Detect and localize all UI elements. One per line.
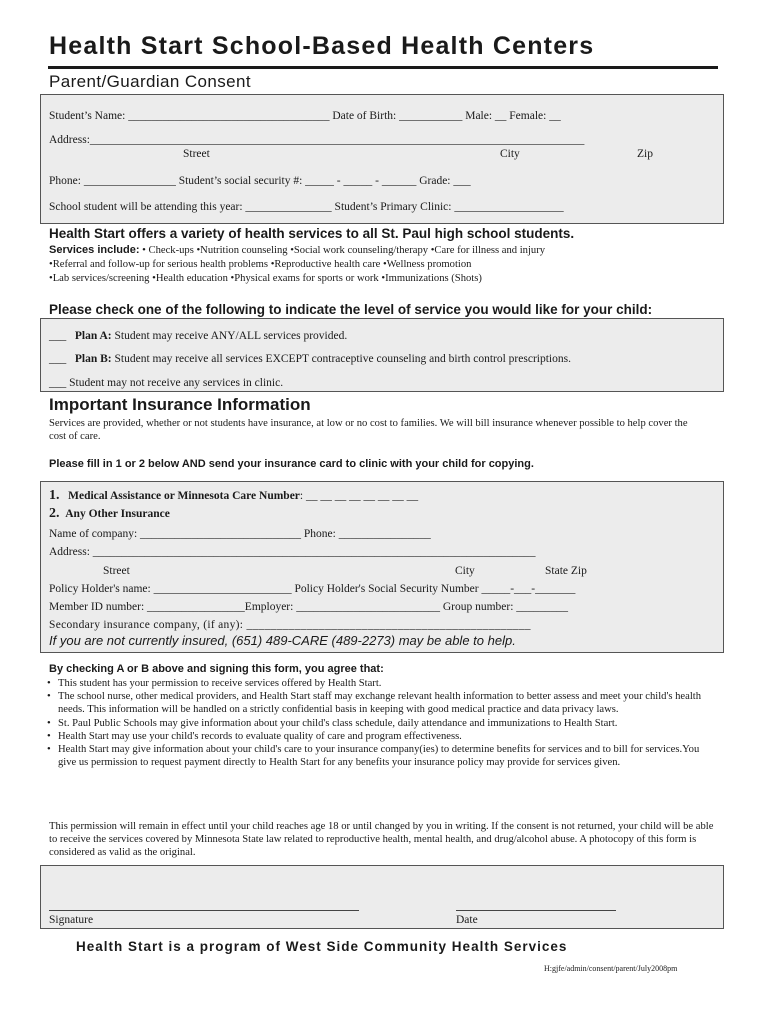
- footer-document-code: H:gjfe/admin/consent/parent/July2008pm: [544, 964, 678, 973]
- plan-a-label: Plan A:: [74, 330, 112, 342]
- agreement-item: • This student has your permission to receive services offered by Health Start.: [47, 678, 382, 689]
- insurance-address-row[interactable]: Address: _____________________________________________________________________________: [49, 546, 536, 558]
- page-subtitle: Parent/Guardian Consent: [49, 72, 251, 91]
- insurance-heading: Important Insurance Information: [49, 395, 311, 414]
- insurance-city-label: City: [455, 565, 475, 577]
- signature-label: Signature: [49, 914, 94, 926]
- plan-heading: Please check one of the following to indicate the level of service you would like for your child:: [49, 302, 653, 317]
- address-zip-label: Zip: [637, 148, 653, 160]
- agreement-item: • The school nurse, other medical providers, and Health Start staff may exchange relevant health information to better assess and meet your child's health needs. This information will be handled on a strictly confidential basis in keeping with good medical practice and data privacy laws.: [47, 691, 702, 716]
- services-line-3: •Lab services/screening •Health education •Physical exams for sports or work •Immunizations (Shots): [49, 273, 482, 284]
- medical-assistance-row[interactable]: [49, 488, 418, 504]
- agreement-heading: By checking A or B above and signing this form, you agree that:: [49, 663, 384, 675]
- student-address-row[interactable]: Address:______________________________________________________________________________________: [49, 134, 585, 146]
- plan-b-text: Student may receive all services EXCEPT contraceptive counseling and birth control prescriptions.: [111, 353, 571, 365]
- item-1-number: 1.: [49, 488, 60, 503]
- plan-a-text: Student may receive ANY/ALL services provided.: [111, 330, 348, 342]
- services-line-1: [49, 244, 545, 256]
- page-title: Health Start School-Based Health Centers: [49, 32, 595, 60]
- services-heading: Health Start offers a variety of health services to all St. Paul high school students.: [49, 226, 575, 241]
- address-city-label: City: [500, 148, 520, 160]
- insurance-help-text: If you are not currently insured, (651) 489-CARE (489-2273) may be able to help.: [49, 633, 516, 648]
- member-id-row[interactable]: Member ID number: _________________Employer: _________________________ Group number: _________: [49, 601, 569, 613]
- student-school-row[interactable]: School student will be attending this year: _______________ Student’s Primary Clinic: ___________________: [49, 201, 564, 213]
- signature-box: [40, 865, 724, 929]
- insurance-street-label: Street: [103, 565, 130, 577]
- date-label: Date: [456, 914, 478, 926]
- agreement-item: • Health Start may give information about your child's care to your insurance company(ies) to determine benefits for services and to bill for services.You give us permission to request payment directly to Health Start for any benefits your insurance policy may provide for services given.: [47, 744, 700, 769]
- agreement-list: [47, 677, 712, 769]
- signature-line[interactable]: [49, 910, 359, 911]
- item-2-number: 2.: [49, 506, 60, 521]
- plan-b-label: Plan B:: [74, 353, 112, 365]
- date-line[interactable]: [456, 910, 616, 911]
- insurance-instruction: Please fill in 1 or 2 below AND send your insurance card to clinic with your child for copying.: [49, 458, 534, 470]
- policy-holder-row[interactable]: Policy Holder's name: ________________________ Policy Holder's Social Security Number _____-___-_______: [49, 583, 576, 595]
- plan-a-checkbox[interactable]: ___: [49, 330, 67, 342]
- no-services-option[interactable]: ___ Student may not receive any services in clinic.: [49, 377, 284, 389]
- plan-b-option[interactable]: [49, 353, 571, 365]
- other-insurance-label: Any Other Insurance: [65, 508, 170, 520]
- footer-program-text: Health Start is a program of West Side Community Health Services: [76, 939, 568, 954]
- agreement-item: • Health Start may use your child's records to evaluate quality of care and program effectiveness.: [47, 730, 462, 742]
- medical-assistance-number-field[interactable]: : __ __ __ __ __ __ __ __: [299, 490, 419, 502]
- student-name-row[interactable]: Student’s Name: ___________________________________ Date of Birth: ___________ Male: __ Female: __: [49, 110, 561, 122]
- agreement-item: • St. Paul Public Schools may give information about your child's class schedule, daily attendance and immunizations to Health Start.: [47, 717, 618, 729]
- title-rule: [48, 66, 718, 69]
- permission-paragraph: This permission will remain in effect until your child reaches age 18 or until changed by you in writing. If the consent is not returned, your child will be able to receive the services covered by Minnesota State law related to reproductive health, mental health, and drug/alcohol abuse. A photocopy of this form is considered as valid as the original.: [49, 821, 714, 859]
- medical-assistance-label: Medical Assistance or Minnesota Care Number: [68, 490, 300, 502]
- services-line-1-text: • Check-ups •Nutrition counseling •Social work counseling/therapy •Care for illness and injury: [139, 245, 546, 256]
- address-street-label: Street: [183, 148, 210, 160]
- services-line-2: •Referral and follow-up for serious health problems •Reproductive health care •Wellness promotion: [49, 259, 472, 270]
- secondary-insurance-row[interactable]: Secondary insurance company, (if any): _______________________________________________: [49, 619, 531, 631]
- company-row[interactable]: Name of company: ____________________________ Phone: ________________: [49, 528, 431, 540]
- insurance-state-zip-label: State Zip: [545, 565, 587, 577]
- services-include-label: Services include:: [49, 244, 140, 256]
- student-phone-row[interactable]: Phone: ________________ Student’s social security #: _____ - _____ - ______ Grade: ___: [49, 175, 471, 187]
- other-insurance-row: [49, 506, 170, 522]
- insurance-paragraph: Services are provided, whether or not students have insurance, at low or no cost to families. We will bill insurance whenever possible to help cover the cost of care.: [49, 418, 688, 443]
- plan-b-checkbox[interactable]: ___: [49, 353, 67, 365]
- plan-a-option[interactable]: [49, 330, 347, 342]
